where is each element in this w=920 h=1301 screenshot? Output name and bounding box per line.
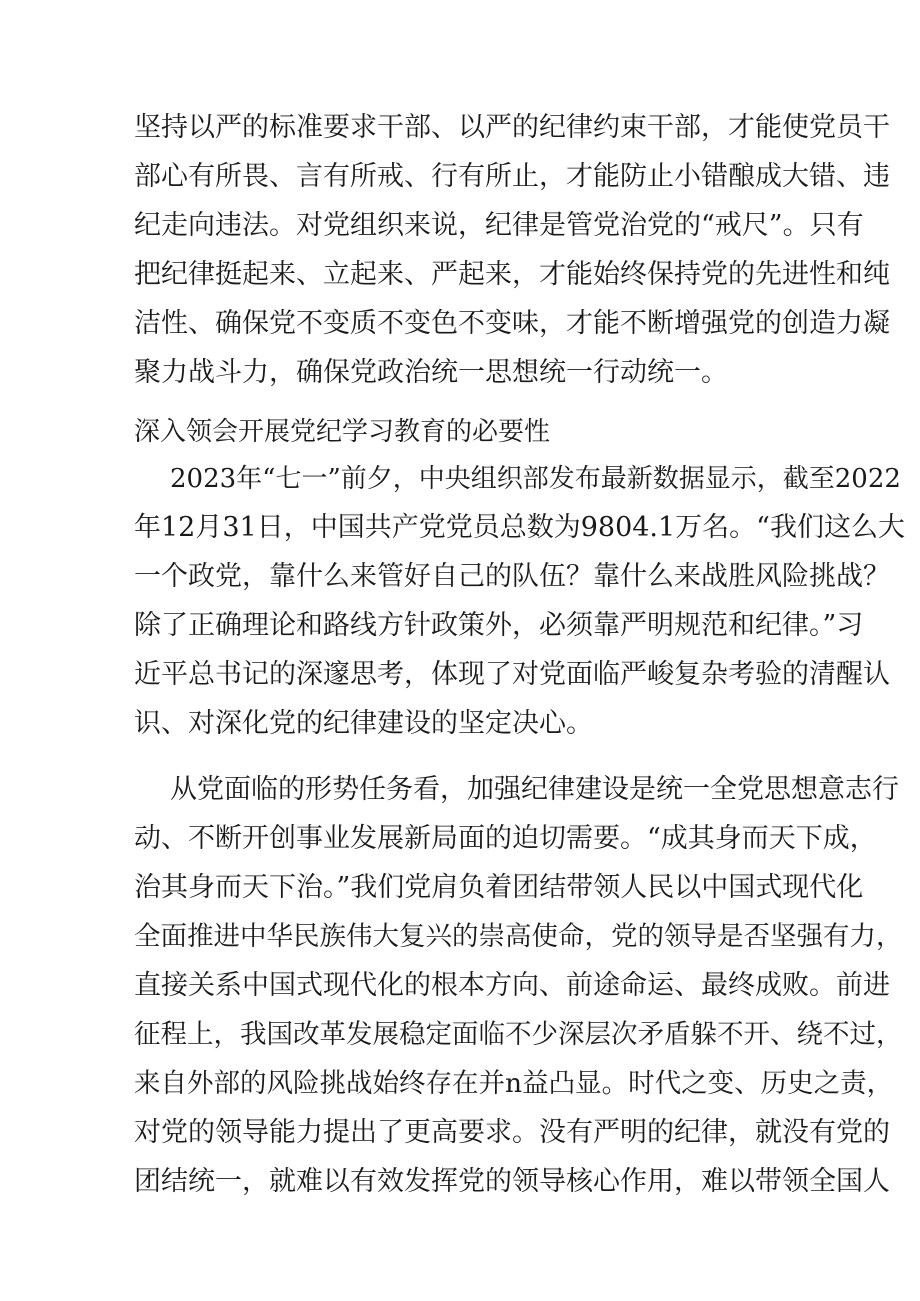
paragraph-3-line-1: 从党面临的形势任务看，加强纪律建设是统一全党思想意志行 (170, 774, 899, 805)
paragraph-3-line-5: 直接关系中国式现代化的根本方向、前途命运、最终成败。前进 (134, 970, 890, 1001)
paragraph-3-line-2: 动、不断开创事业发展新局面的迫切需要。“成其身而天下成， (134, 823, 877, 854)
paragraph-2-line-4: 除了正确理论和路线方针政策外，必须靠严明规范和纪律。”习 (134, 610, 864, 641)
paragraph-3-line-6: 征程上，我国改革发展稳定面临不少深层次矛盾躲不开、绕不过， (134, 1019, 903, 1050)
paragraph-3-line-3: 治其身而天下治。”我们党肩负着团结带领人民以中国式现代化 (134, 872, 864, 903)
paragraph-2-line-3: 一个政党，靠什么来管好自己的队伍？靠什么来战胜风险挑战？ (134, 561, 890, 592)
paragraph-1-line-5: 洁性、确保党不变质不变色不变味，才能不断增强党的创造力凝 (134, 308, 890, 339)
paragraph-1-line-1: 坚持以严的标准要求干部、以严的纪律约束干部，才能使党员干 (134, 112, 890, 143)
paragraph-3-line-7: 来自外部的风险挑战始终存在并n益凸显。时代之变、历史之责， (134, 1068, 894, 1099)
section-heading: 深入领会开展党纪学习教育的必要性 (134, 417, 551, 447)
paragraph-1-line-6: 聚力战斗力，确保党政治统一思想统一行动统一。 (134, 357, 728, 388)
paragraph-3-line-8: 对党的领导能力提出了更高要求。没有严明的纪律，就没有党的 (134, 1117, 890, 1148)
paragraph-2-line-2: 年12月31日，中国共产党党员总数为9804.1万名。“我们这么大 (134, 512, 905, 543)
paragraph-1-line-3: 纪走向违法。对党组织来说，纪律是管党治党的“戒尺”。只有 (134, 210, 864, 241)
paragraph-3-line-4: 全面推进中华民族伟大复兴的崇高使命，党的领导是否坚强有力， (134, 921, 903, 952)
paragraph-2-line-5: 近平总书记的深邃思考，体现了对党面临严峻复杂考验的清醒认 (134, 659, 890, 690)
paragraph-3-line-9: 团结统一，就难以有效发挥党的领导核心作用，难以带领全国人 (134, 1166, 890, 1197)
paragraph-1-line-4: 把纪律挺起来、立起来、严起来，才能始终保持党的先进性和纯 (134, 259, 890, 290)
paragraph-1-line-2: 部心有所畏、言有所戒、行有所止，才能防止小错酿成大错、违 (134, 161, 890, 192)
paragraph-2-line-1: 2023年“七一”前夕，中央组织部发布最新数据显示，截至2022 (170, 464, 901, 494)
paragraph-2-line-6: 识、对深化党的纪律建设的坚定决心。 (134, 708, 593, 739)
